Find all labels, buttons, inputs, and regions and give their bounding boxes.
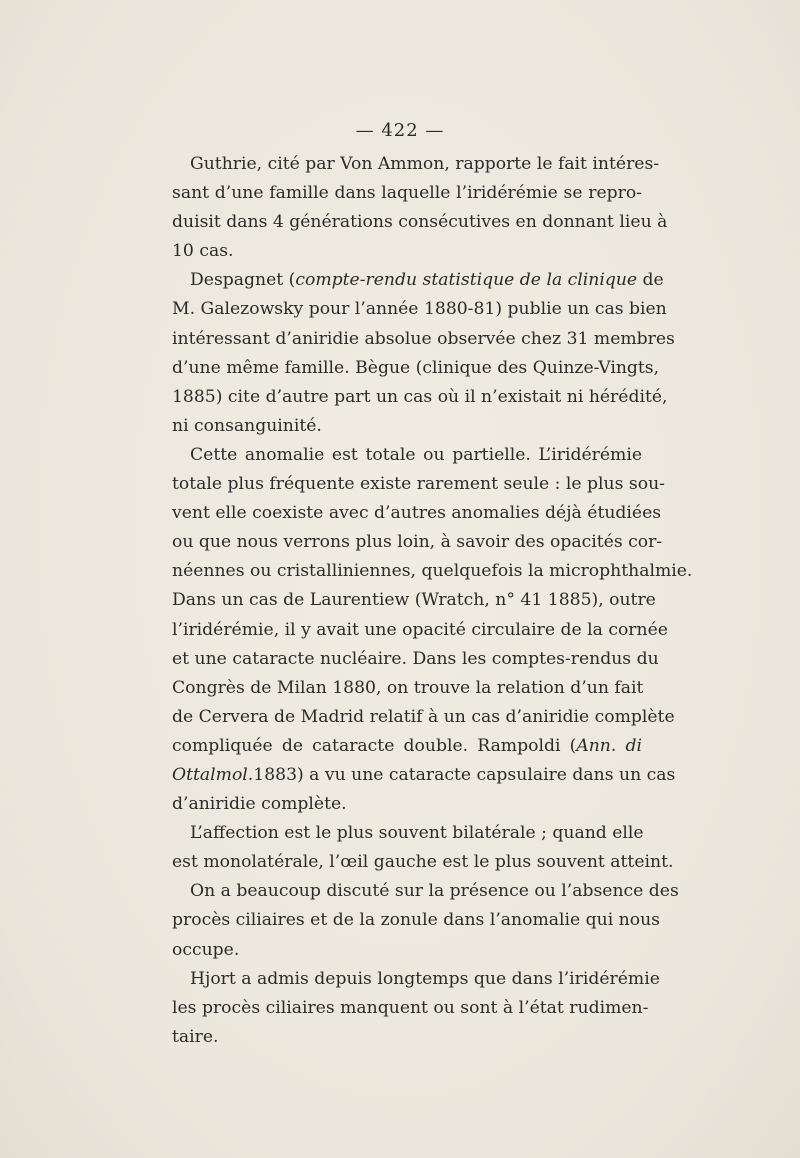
text-line (172, 877, 679, 906)
text-segment: vent elle coexiste avec d’autres anomalies déjà étudiées (172, 503, 662, 524)
text-segment: taire. (172, 1026, 219, 1047)
text-line (172, 906, 660, 935)
text-line (172, 848, 674, 877)
text-segment: ni consanguinité. (172, 415, 322, 436)
text-segment: de (637, 270, 664, 291)
text-line (172, 266, 664, 295)
text-line (172, 965, 660, 994)
text-segment: néennes ou cristalliniennes, quelquefois la microphthalmie. (172, 561, 693, 582)
body-text (172, 150, 693, 1052)
page-number: — 422 — (355, 120, 445, 141)
text-segment: Despagnet ( (190, 270, 296, 291)
text-line (172, 674, 642, 703)
text-line (172, 790, 642, 819)
text-line (172, 354, 660, 383)
text-segment: Ann. di (576, 735, 642, 756)
text-line (172, 994, 649, 1023)
text-segment: totale plus fréquente existe rarement seule : le plus sou- (172, 474, 665, 495)
text-line (172, 528, 663, 557)
text-segment: 1883) a vu une cataracte capsulaire dans un cas (253, 764, 676, 785)
text-line (172, 412, 642, 441)
text-line (172, 383, 668, 412)
text-line (172, 179, 642, 208)
text-segment: On a beaucoup discuté sur la présence ou l’absence des (190, 881, 679, 902)
text-segment: L’affection est le plus souvent bilatérale ; quand elle (190, 823, 644, 844)
text-segment: est monolatérale, l’œil gauche est le plus souvent atteint. (172, 852, 674, 873)
text-line (172, 499, 662, 528)
text-segment: d’une même famille. Bègue (clinique des Quinze-Vingts, (172, 357, 660, 378)
text-segment: ou que nous verrons plus loin, à savoir des opacités cor- (172, 532, 663, 553)
text-segment: procès ciliaires et de la zonule dans l’anomalie qui nous (172, 910, 660, 931)
text-line (172, 557, 693, 586)
text-segment: intéressant d’aniridie absolue observée chez 31 membres (172, 328, 675, 349)
text-segment: et une cataracte nucléaire. Dans les comptes-rendus du (172, 648, 659, 669)
text-segment: Guthrie, cité par Von Ammon, rapporte le fait intéres- (190, 154, 660, 174)
text-line (172, 441, 642, 470)
text-segment: Hjort a admis depuis longtemps que dans l’iridérémie (190, 968, 660, 989)
text-segment: 10 cas. (172, 241, 234, 262)
text-segment: Ottalmol. (172, 764, 254, 785)
text-segment: Congrès de Milan 1880, on trouve la relation d’un fait (172, 677, 644, 698)
text-segment: occupe. (172, 939, 240, 960)
text-line (172, 325, 675, 354)
text-segment: 1885) cite d’autre part un cas où il n’existait ni hérédité, (172, 386, 668, 407)
text-line (172, 936, 642, 965)
text-segment: M. Galezowsky pour l’année 1880-81) publie un cas bien (172, 299, 667, 320)
text-line (172, 819, 642, 848)
text-segment: duisit dans 4 générations consécutives en donnant lieu à (172, 212, 668, 233)
text-line (172, 616, 668, 645)
text-line (172, 295, 667, 324)
text-line (172, 645, 659, 674)
text-line (172, 470, 665, 499)
text-line (172, 150, 660, 179)
text-segment: compliquée de cataracte double. Rampoldi ( (172, 735, 577, 756)
text-segment: compte-rendu statistique de la clinique (295, 270, 638, 291)
text-segment: l’iridérémie, il y avait une opacité circulaire de la cornée (172, 619, 668, 640)
text-line (172, 208, 668, 237)
text-line (172, 586, 656, 615)
text-line (172, 761, 676, 790)
text-line (172, 1023, 642, 1052)
text-line (172, 732, 642, 761)
text-segment: Cette anomalie est totale ou partielle. L’iridérémie (190, 444, 642, 465)
text-line (172, 237, 642, 266)
text-line (172, 703, 675, 732)
text-segment: Dans un cas de Laurentiew (Wratch, n° 41 1885), outre (172, 590, 656, 611)
text-segment: de Cervera de Madrid relatif à un cas d’aniridie complète (172, 706, 675, 727)
text-segment: sant d’une famille dans laquelle l’iridérémie se repro- (172, 183, 642, 204)
text-segment: les procès ciliaires manquent ou sont à l’état rudimen- (172, 997, 649, 1018)
text-segment: d’aniridie complète. (172, 794, 347, 815)
